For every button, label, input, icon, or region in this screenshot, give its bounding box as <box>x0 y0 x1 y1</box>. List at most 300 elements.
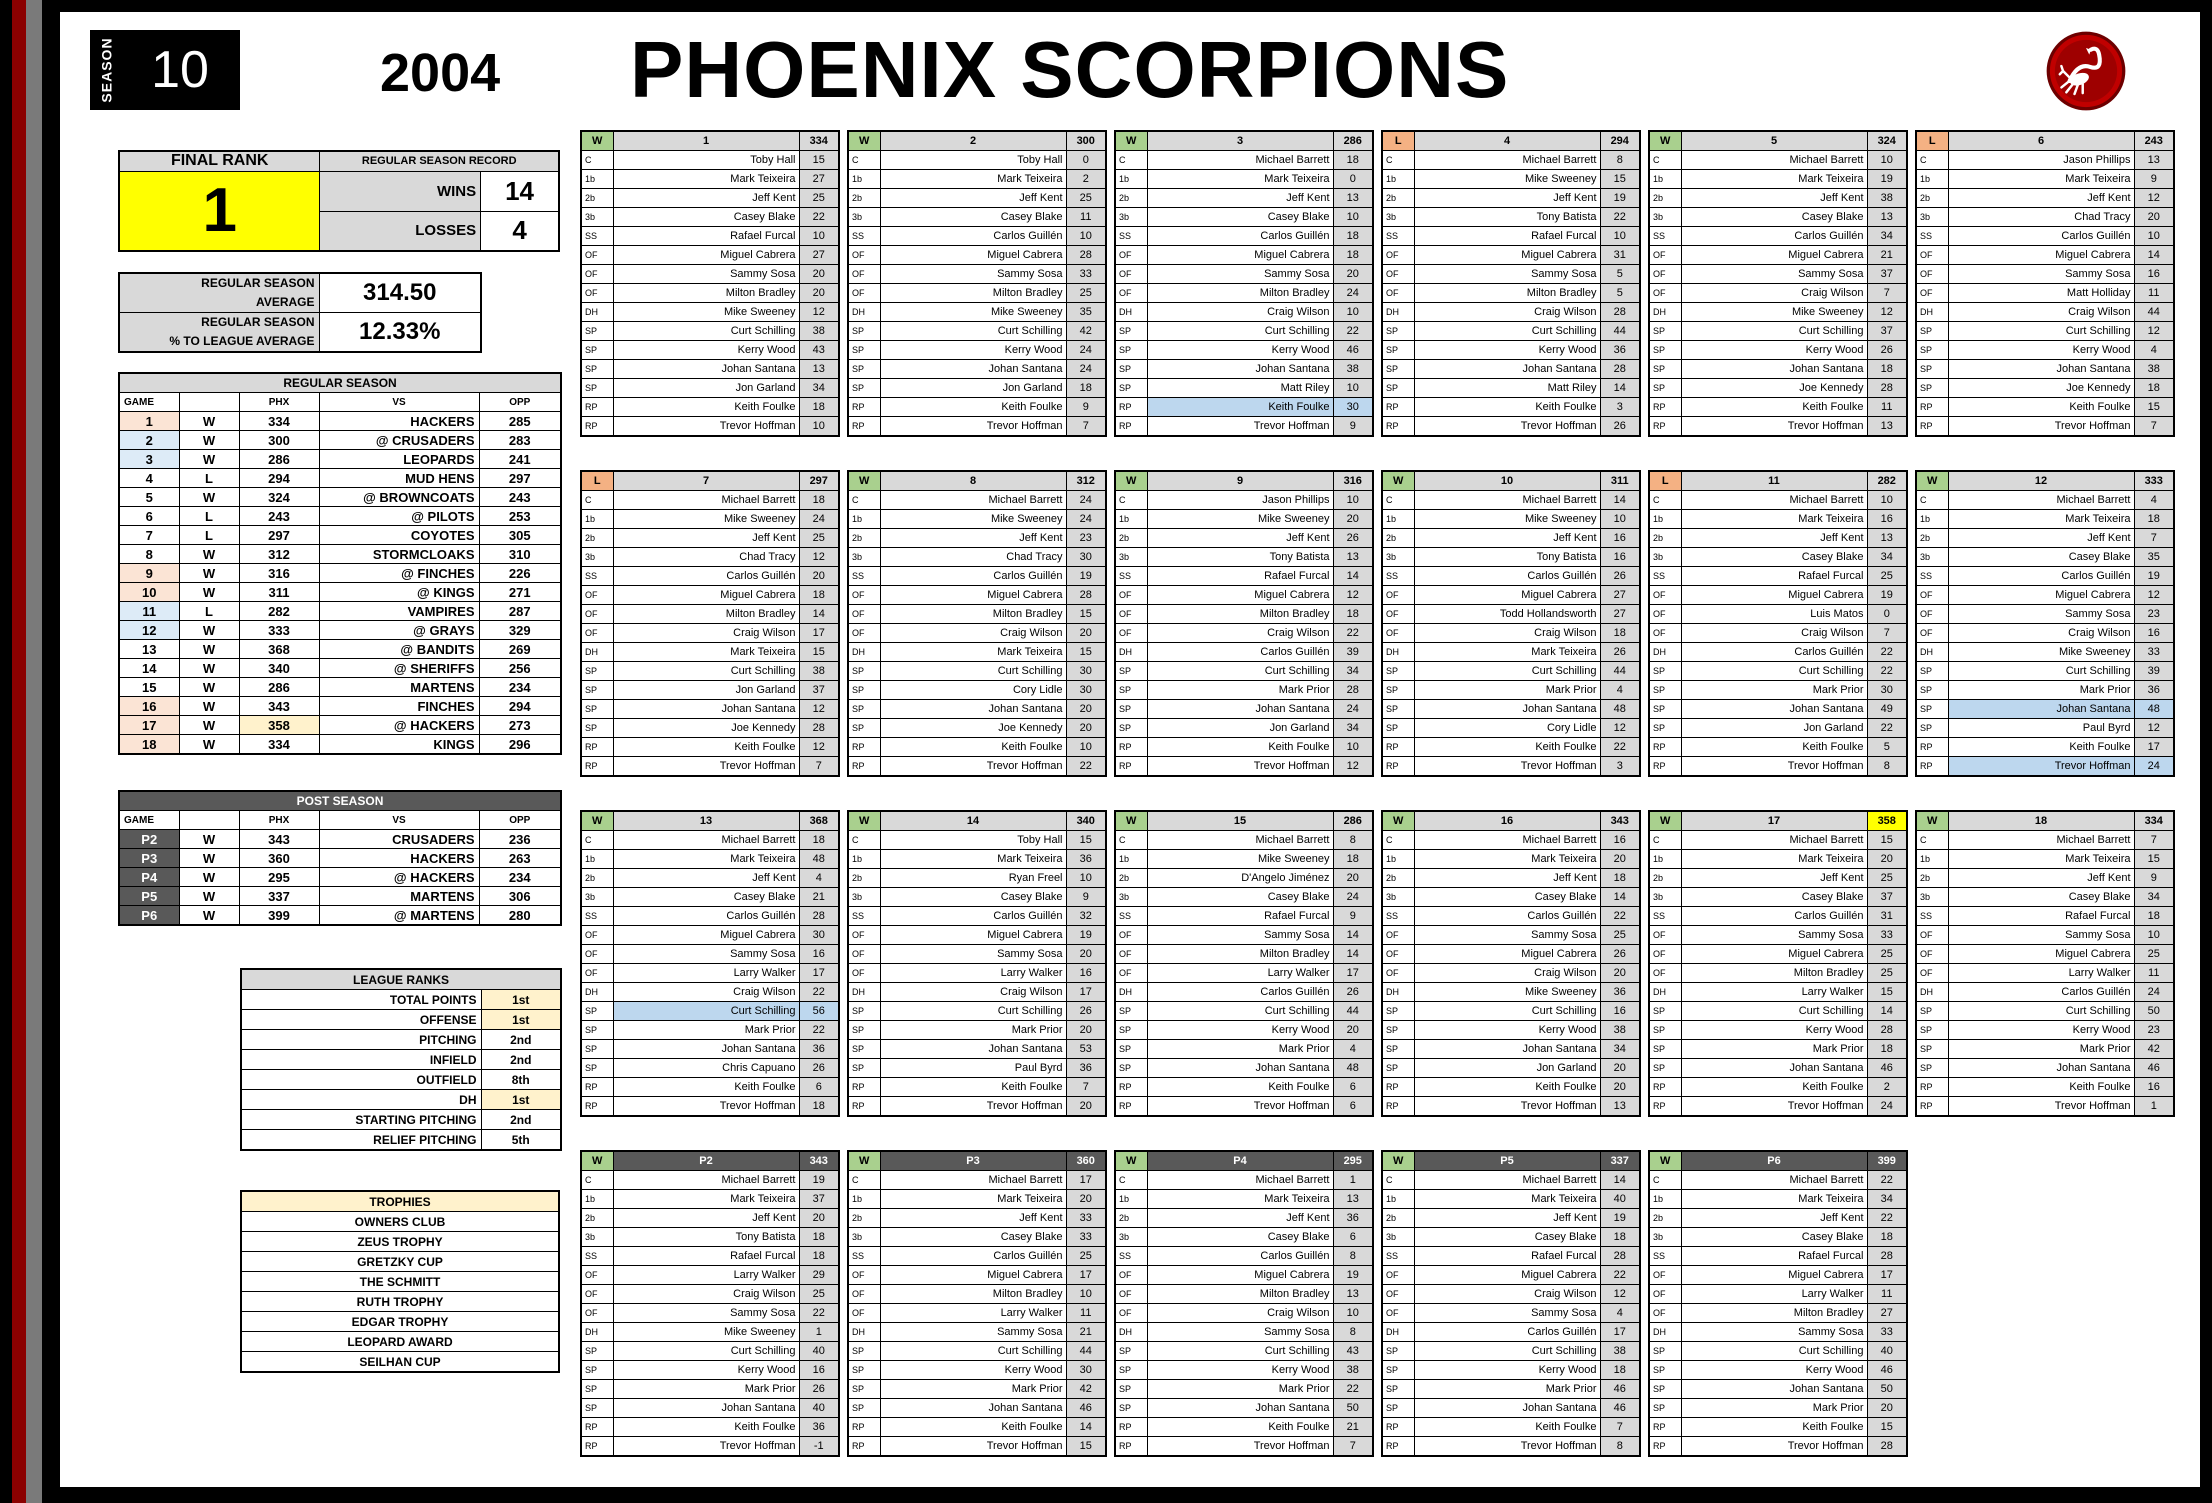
player-points: 22 <box>1867 719 1907 738</box>
player-row <box>1916 208 2174 227</box>
player-row <box>581 964 839 983</box>
player-name: Jeff Kent <box>613 869 799 888</box>
player-row <box>848 398 1106 417</box>
player-row <box>1115 850 1373 869</box>
position-label: SS <box>1115 1247 1147 1266</box>
player-points: 38 <box>2134 360 2174 379</box>
player-points: 7 <box>799 757 839 777</box>
player-name: Jeff Kent <box>1681 529 1867 548</box>
position-label: SP <box>581 1021 613 1040</box>
game-result-badge: L <box>1649 471 1681 491</box>
black-stripe <box>42 0 60 1503</box>
player-points: 19 <box>1867 586 1907 605</box>
player-points: 20 <box>1066 719 1106 738</box>
player-name: Milton Bradley <box>613 605 799 624</box>
game-result-badge: W <box>1115 131 1147 151</box>
player-name: Keith Foulke <box>1681 1078 1867 1097</box>
post-phx-score: 343 <box>239 830 319 849</box>
game-row <box>119 716 561 735</box>
position-label: 2b <box>1382 1209 1414 1228</box>
player-row <box>1115 548 1373 567</box>
player-points: 46 <box>1066 1399 1106 1418</box>
game-box <box>847 810 1107 1117</box>
player-row <box>1115 831 1373 850</box>
player-points: 25 <box>1867 945 1907 964</box>
player-row <box>1115 360 1373 379</box>
player-points: 48 <box>1333 1059 1373 1078</box>
position-label: SP <box>1115 1342 1147 1361</box>
player-row <box>1916 888 2174 907</box>
player-points: 15 <box>1867 1418 1907 1437</box>
player-name: Jeff Kent <box>1681 189 1867 208</box>
player-name: Mark Prior <box>880 1380 1066 1399</box>
player-name: Craig Wilson <box>1681 284 1867 303</box>
player-points: 12 <box>799 738 839 757</box>
player-row <box>1649 1209 1907 1228</box>
player-points: 38 <box>1333 360 1373 379</box>
player-name: Craig Wilson <box>1414 624 1600 643</box>
position-label: 2b <box>581 869 613 888</box>
player-row <box>848 757 1106 777</box>
player-points: 39 <box>2134 662 2174 681</box>
player-points: 9 <box>2134 869 2174 888</box>
position-label: SP <box>1382 1361 1414 1380</box>
player-points: 3 <box>1600 757 1640 777</box>
player-name: Craig Wilson <box>1948 303 2134 322</box>
post-opponent: @ HACKERS <box>319 868 479 887</box>
player-row <box>848 662 1106 681</box>
ps-col-opp: OPP <box>479 811 561 830</box>
game-result-badge: W <box>1382 471 1414 491</box>
position-label: SP <box>1649 1059 1681 1078</box>
position-label: SP <box>1115 1399 1147 1418</box>
game-number: 8 <box>119 545 179 564</box>
position-label: RP <box>1649 757 1681 777</box>
player-points: 30 <box>799 926 839 945</box>
player-points: 0 <box>1867 605 1907 624</box>
player-name: Miguel Cabrera <box>613 586 799 605</box>
position-label: DH <box>1115 1323 1147 1342</box>
game-box-label: P3 <box>880 1151 1066 1171</box>
player-row <box>1115 1285 1373 1304</box>
player-name: Trevor Hoffman <box>1414 1437 1600 1457</box>
trophy-name: OWNERS CLUB <box>241 1212 559 1232</box>
player-points: 10 <box>1066 738 1106 757</box>
game-box-total: 297 <box>799 471 839 491</box>
player-points: 7 <box>2134 831 2174 850</box>
player-points: 40 <box>799 1399 839 1418</box>
player-row <box>848 510 1106 529</box>
position-label: SS <box>1382 227 1414 246</box>
player-name: Curt Schilling <box>1681 322 1867 341</box>
player-row <box>1115 151 1373 170</box>
player-row <box>1115 246 1373 265</box>
game-result-badge: L <box>1382 131 1414 151</box>
position-label: OF <box>1916 926 1948 945</box>
player-points: 22 <box>1867 1171 1907 1190</box>
player-row <box>1115 417 1373 437</box>
position-label: RP <box>848 738 880 757</box>
player-row <box>1382 757 1640 777</box>
position-label: SP <box>1649 379 1681 398</box>
game-box-total: 358 <box>1867 811 1907 831</box>
player-points: 12 <box>2134 189 2174 208</box>
player-name: Michael Barrett <box>1948 831 2134 850</box>
player-row <box>1649 586 1907 605</box>
position-label: 3b <box>581 1228 613 1247</box>
player-name: Miguel Cabrera <box>1948 246 2134 265</box>
player-points: 18 <box>2134 379 2174 398</box>
game-result-badge: W <box>1382 1151 1414 1171</box>
player-name: Michael Barrett <box>1414 151 1600 170</box>
position-label: SS <box>1115 907 1147 926</box>
player-name: Kerry Wood <box>1147 1361 1333 1380</box>
border-stripe <box>0 0 12 1503</box>
game-box-header <box>1649 811 1907 831</box>
player-row <box>1916 757 2174 777</box>
player-row <box>581 983 839 1002</box>
player-row <box>1649 1228 1907 1247</box>
player-name: Mark Teixeira <box>613 850 799 869</box>
player-name: Jeff Kent <box>880 529 1066 548</box>
player-points: 31 <box>1600 246 1640 265</box>
player-row <box>1649 510 1907 529</box>
player-row <box>848 1247 1106 1266</box>
player-row <box>1916 662 2174 681</box>
game-box-label: 8 <box>880 471 1066 491</box>
position-label: OF <box>1382 246 1414 265</box>
player-row <box>581 1399 839 1418</box>
player-name: Michael Barrett <box>880 1171 1066 1190</box>
position-label: C <box>848 491 880 510</box>
player-name: Jeff Kent <box>880 189 1066 208</box>
player-points: 34 <box>799 379 839 398</box>
player-name: Johan Santana <box>1147 1399 1333 1418</box>
player-name: Miguel Cabrera <box>880 246 1066 265</box>
player-name: Mike Sweeney <box>1414 170 1600 189</box>
player-points: 16 <box>799 945 839 964</box>
game-row <box>119 735 561 755</box>
player-name: Johan Santana <box>1681 360 1867 379</box>
player-points: 20 <box>1867 1399 1907 1418</box>
position-label: SP <box>581 681 613 700</box>
position-label: C <box>1649 831 1681 850</box>
player-row <box>1382 322 1640 341</box>
player-name: Michael Barrett <box>1147 1171 1333 1190</box>
player-name: Rafael Furcal <box>1414 1247 1600 1266</box>
player-row <box>1649 681 1907 700</box>
opp-score: 234 <box>479 678 561 697</box>
player-row <box>1115 643 1373 662</box>
position-label: C <box>1382 831 1414 850</box>
player-row <box>1649 246 1907 265</box>
player-row <box>1649 1380 1907 1399</box>
player-name: Mark Prior <box>880 1021 1066 1040</box>
game-box <box>1381 130 1641 437</box>
position-label: 1b <box>1115 1190 1147 1209</box>
opponent: @ SHERIFFS <box>319 659 479 678</box>
ps-col-vs: VS <box>319 811 479 830</box>
position-label: DH <box>1649 1323 1681 1342</box>
position-label: RP <box>1115 1097 1147 1117</box>
player-points: 15 <box>799 151 839 170</box>
position-label: SS <box>1649 567 1681 586</box>
player-row <box>581 1418 839 1437</box>
league-rank-row <box>241 1050 561 1070</box>
player-name: Mark Prior <box>1414 681 1600 700</box>
player-name: Jon Garland <box>1681 719 1867 738</box>
position-label: OF <box>581 1285 613 1304</box>
player-points: 22 <box>799 1304 839 1323</box>
game-number: 17 <box>119 716 179 735</box>
position-label: 1b <box>581 170 613 189</box>
player-row <box>1649 926 1907 945</box>
game-result: W <box>179 640 239 659</box>
player-row <box>581 529 839 548</box>
position-label: SP <box>1649 700 1681 719</box>
player-row <box>581 1380 839 1399</box>
position-label: DH <box>848 983 880 1002</box>
player-row <box>848 1078 1106 1097</box>
player-row <box>1382 831 1640 850</box>
player-row <box>1115 1171 1373 1190</box>
player-points: 4 <box>2134 491 2174 510</box>
position-label: SP <box>1115 681 1147 700</box>
player-points: 19 <box>799 1171 839 1190</box>
game-box-label: 16 <box>1414 811 1600 831</box>
player-points: 14 <box>1333 945 1373 964</box>
game-box <box>1114 130 1374 437</box>
player-row <box>1382 303 1640 322</box>
position-label: OF <box>1916 586 1948 605</box>
pct-value: 12.33% <box>319 313 481 353</box>
position-label: OF <box>1382 1266 1414 1285</box>
phx-score: 334 <box>239 735 319 755</box>
position-label: RP <box>1115 398 1147 417</box>
player-points: 15 <box>1867 983 1907 1002</box>
player-points: 46 <box>1333 341 1373 360</box>
trophy-name: ZEUS TROPHY <box>241 1232 559 1252</box>
player-name: Mike Sweeney <box>880 510 1066 529</box>
rank-value: 2nd <box>481 1030 561 1050</box>
league-rank-row <box>241 1010 561 1030</box>
player-name: Trevor Hoffman <box>880 1097 1066 1117</box>
player-name: Rafael Furcal <box>1948 907 2134 926</box>
position-label: 3b <box>848 548 880 567</box>
player-points: 19 <box>1600 1209 1640 1228</box>
player-row <box>581 227 839 246</box>
position-label: SP <box>1382 1399 1414 1418</box>
player-points: 22 <box>1600 1266 1640 1285</box>
player-row <box>1382 265 1640 284</box>
player-row <box>581 831 839 850</box>
player-points: 11 <box>2134 964 2174 983</box>
player-row <box>581 643 839 662</box>
player-points: 20 <box>1600 1059 1640 1078</box>
game-box-header <box>1916 471 2174 491</box>
player-row <box>1382 681 1640 700</box>
game-result: W <box>179 697 239 716</box>
player-row <box>581 284 839 303</box>
player-row <box>848 926 1106 945</box>
player-points: 32 <box>1066 907 1106 926</box>
player-name: Curt Schilling <box>1414 662 1600 681</box>
player-points: 23 <box>2134 605 2174 624</box>
position-label: C <box>1115 151 1147 170</box>
player-name: Keith Foulke <box>1147 1418 1333 1437</box>
position-label: 3b <box>848 208 880 227</box>
position-label: OF <box>1916 265 1948 284</box>
player-points: 12 <box>1600 1285 1640 1304</box>
player-name: Casey Blake <box>1948 548 2134 567</box>
player-points: 17 <box>2134 738 2174 757</box>
game-box-total: 282 <box>1867 471 1907 491</box>
player-points: 10 <box>1333 303 1373 322</box>
game-box <box>1915 470 2175 777</box>
player-row <box>1916 170 2174 189</box>
player-row <box>1115 227 1373 246</box>
game-box-label: P2 <box>613 1151 799 1171</box>
player-name: Michael Barrett <box>880 491 1066 510</box>
player-points: 1 <box>799 1323 839 1342</box>
player-points: 33 <box>1066 1228 1106 1247</box>
player-row <box>581 1361 839 1380</box>
player-row <box>848 700 1106 719</box>
game-box <box>580 130 840 437</box>
player-points: 16 <box>1066 964 1106 983</box>
player-name: Sammy Sosa <box>1681 265 1867 284</box>
average-label-line1: REGULAR SEASON <box>201 276 315 290</box>
player-points: 4 <box>1600 681 1640 700</box>
player-row <box>1916 964 2174 983</box>
player-points: 46 <box>1867 1361 1907 1380</box>
player-name: Mark Teixeira <box>1948 850 2134 869</box>
position-label: SS <box>581 227 613 246</box>
position-label: SP <box>848 662 880 681</box>
game-box-header <box>581 1151 839 1171</box>
player-name: Cory Lidle <box>880 681 1066 700</box>
player-points: 24 <box>1333 700 1373 719</box>
game-box-header <box>1115 131 1373 151</box>
game-box-label: P6 <box>1681 1151 1867 1171</box>
average-label-line2: AVERAGE <box>256 295 315 309</box>
wins-value: 14 <box>481 171 559 211</box>
player-points: 36 <box>799 1040 839 1059</box>
player-points: 8 <box>1333 1247 1373 1266</box>
player-row <box>848 322 1106 341</box>
player-points: 14 <box>1600 1171 1640 1190</box>
player-name: Sammy Sosa <box>613 945 799 964</box>
player-name: Trevor Hoffman <box>880 417 1066 437</box>
game-box <box>1114 810 1374 1117</box>
player-name: Kerry Wood <box>1681 1021 1867 1040</box>
player-name: Casey Blake <box>880 1228 1066 1247</box>
position-label: RP <box>1115 1418 1147 1437</box>
player-points: 20 <box>1333 265 1373 284</box>
game-box-label: 12 <box>1948 471 2134 491</box>
player-row <box>1382 398 1640 417</box>
game-box-total: 399 <box>1867 1151 1907 1171</box>
player-row <box>581 1247 839 1266</box>
player-points: 34 <box>1333 719 1373 738</box>
position-label: OF <box>581 284 613 303</box>
player-name: Trevor Hoffman <box>1414 1097 1600 1117</box>
player-row <box>581 1209 839 1228</box>
player-name: Mike Sweeney <box>1147 850 1333 869</box>
rank-value: 1st <box>481 1090 561 1110</box>
player-name: Craig Wilson <box>880 624 1066 643</box>
player-name: Mark Teixeira <box>880 1190 1066 1209</box>
rank-category: TOTAL POINTS <box>241 990 481 1010</box>
player-points: 11 <box>1867 1285 1907 1304</box>
position-label: RP <box>1115 757 1147 777</box>
game-box-label: 10 <box>1414 471 1600 491</box>
position-label: SP <box>848 700 880 719</box>
player-name: Curt Schilling <box>613 1342 799 1361</box>
player-row <box>1649 1323 1907 1342</box>
player-points: 44 <box>1600 322 1640 341</box>
player-points: 10 <box>799 417 839 437</box>
player-name: Michael Barrett <box>1414 1171 1600 1190</box>
player-row <box>581 1437 839 1457</box>
post-game-result: W <box>179 887 239 906</box>
player-points: 12 <box>1333 586 1373 605</box>
player-points: 20 <box>1333 510 1373 529</box>
player-row <box>581 850 839 869</box>
player-row <box>581 624 839 643</box>
player-name: Kerry Wood <box>1681 341 1867 360</box>
position-label: SP <box>1649 1380 1681 1399</box>
player-points: 30 <box>1066 548 1106 567</box>
game-box-label: 6 <box>1948 131 2134 151</box>
player-points: 23 <box>2134 1021 2174 1040</box>
player-name: Johan Santana <box>613 1040 799 1059</box>
player-points: 29 <box>799 1266 839 1285</box>
position-label: OF <box>1382 624 1414 643</box>
player-points: 17 <box>1333 964 1373 983</box>
player-row <box>848 1380 1106 1399</box>
player-points: 10 <box>1600 227 1640 246</box>
position-label: SP <box>848 1002 880 1021</box>
rank-value: 2nd <box>481 1050 561 1070</box>
position-label: SP <box>581 1002 613 1021</box>
player-row <box>1916 719 2174 738</box>
player-points: 7 <box>1867 284 1907 303</box>
player-name: Jon Garland <box>880 379 1066 398</box>
player-points: 22 <box>799 1021 839 1040</box>
player-name: Joe Kennedy <box>613 719 799 738</box>
player-row <box>1115 1021 1373 1040</box>
player-name: Sammy Sosa <box>1948 605 2134 624</box>
player-points: 10 <box>1333 379 1373 398</box>
player-points: 14 <box>1333 567 1373 586</box>
player-points: 12 <box>799 700 839 719</box>
player-points: 4 <box>799 869 839 888</box>
position-label: 2b <box>1115 529 1147 548</box>
opponent: VAMPIRES <box>319 602 479 621</box>
position-label: OF <box>1916 605 1948 624</box>
position-label: 1b <box>848 1190 880 1209</box>
player-name: Carlos Guillén <box>1414 907 1600 926</box>
player-row <box>581 1078 839 1097</box>
player-row <box>1916 983 2174 1002</box>
position-label: SP <box>581 1059 613 1078</box>
position-label: SP <box>1115 700 1147 719</box>
trophy-row <box>241 1212 559 1232</box>
position-label: RP <box>581 1437 613 1457</box>
player-name: Trevor Hoffman <box>613 1097 799 1117</box>
position-label: SP <box>848 1059 880 1078</box>
